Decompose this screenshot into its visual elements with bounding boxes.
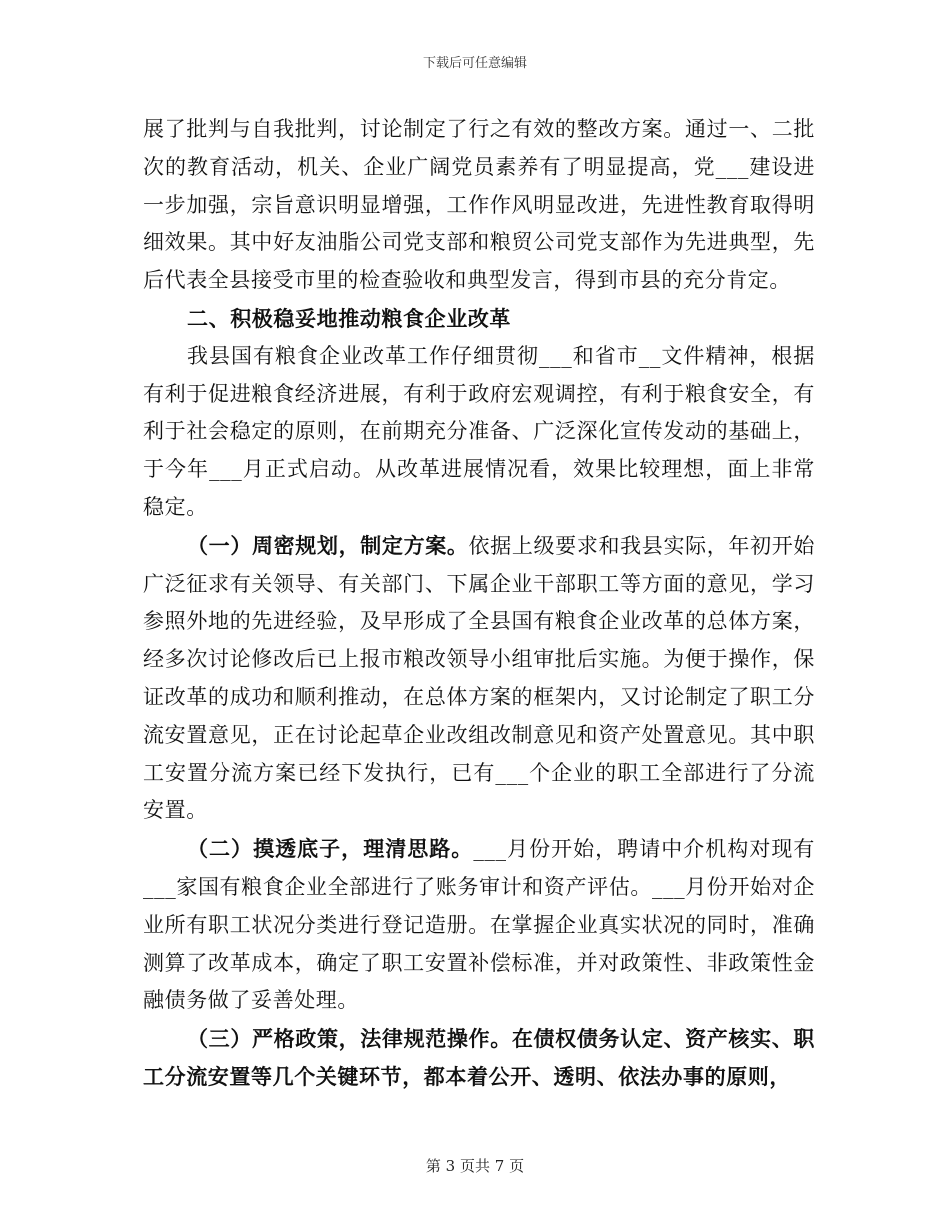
paragraph-3 [143,338,815,527]
paragraph-4-lead: （一）周密规划，制定方案。 [187,532,469,558]
paragraph-5-text: ___月份开始，聘请中介机构对现有___家国有粮食企业全部进行了账务审计和资产评估。___月份开始对企业所有职工状况分类进行登记造册。在掌握企业真实状况的同时，准确测算了改革成本，确定了职工安置补偿标准，并对政策性、非政策性金融债务做了妥善处理。 [143,837,815,1013]
paragraph-3-text: 我县国有粮食企业改革工作仔细贯彻___和省市__文件精神，根据有利于促进粮食经济进展，有利于政府宏观调控，有利于粮食安全，有利于社会稳定的原则，在前期充分准备、广泛深化宣传发动的基础上，于今年___月正式启动。从改革进展情况看，效果比较理想，面上非常稳定。 [143,343,815,519]
section-heading-2-text: 二、积极稳妥地推动粮食企业改革 [187,305,511,331]
paragraph-6 [143,1020,815,1096]
section-heading-2 [143,300,815,338]
page-header: 下载后可任意编辑 [422,56,527,71]
paragraph-1 [143,111,815,300]
paragraph-1-text: 展了批判与自我批判，讨论制定了行之有效的整改方案。通过一、二批次的教育活动，机关、企业广阔党员素养有了明显提高，党___建设进一步加强，宗旨意识明显增强，工作作风明显改进，先进性教育取得明细效果。其中好友油脂公司党支部和粮贸公司党支部作为先进典型，先后代表全县接受市里的检查验收和典型发言，得到市县的充分肯定。 [143,117,815,293]
paragraph-4-text: 依据上级要求和我县实际，年初开始广泛征求有关领导、有关部门、下属企业干部职工等方面的意见，学习参照外地的先进经验，及早形成了全县国有粮食企业改革的总体方案，经多次讨论修改后已上报市粮改领导小组审批后实施。为便于操作，保证改革的成功和顺利推动，在总体方案的框架内，又讨论制定了职工分流安置意见，正在讨论起草企业改组改制意见和资产处置意见。其中职工安置分流方案已经下发执行，已有___个企业的职工全部进行了分流安置。 [143,533,815,823]
paragraph-5 [143,830,815,1020]
paragraph-6-text: 在债权债务认定、资产核实、职工分流安置等几个关键环节，都本着公开、透明、依法办事的原则， [143,1026,815,1089]
paragraph-4 [143,527,815,830]
paragraph-5-lead: （二）摸透底子，理清思路。 [187,836,474,862]
paragraph-6-lead: （三）严格政策，法律规范操作。 [187,1026,512,1052]
page-footer: 第 3 页共 7 页 [425,1157,525,1175]
document-body [143,111,815,1096]
